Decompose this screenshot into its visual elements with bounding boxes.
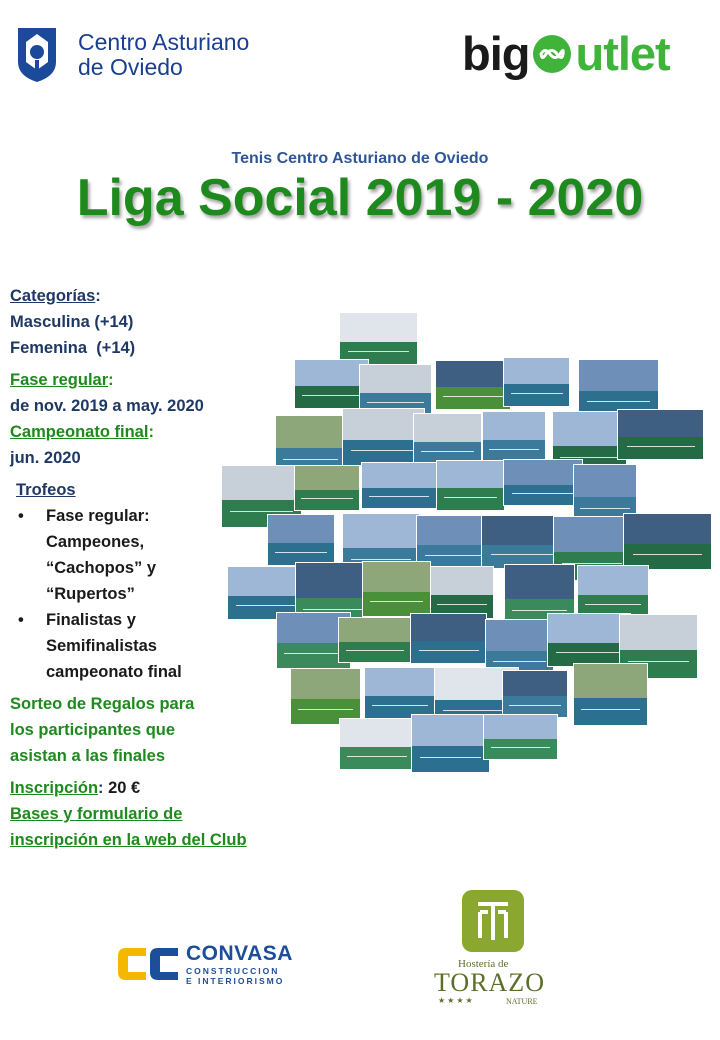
- torazo-name: TORAZO: [434, 968, 545, 997]
- bigoutlet-wordmark: big utlet: [462, 27, 670, 80]
- bullet-icon: •: [18, 611, 24, 629]
- collage-photo: [503, 357, 570, 407]
- photo-collage: [205, 310, 710, 780]
- collage-photo: [338, 617, 412, 663]
- campeonato-heading: Campeonato final:: [10, 423, 154, 441]
- torazo-emblem-icon: [458, 886, 528, 956]
- collage-photo: [436, 460, 505, 511]
- collage-photo: [435, 360, 511, 410]
- collage-photo: [573, 663, 648, 726]
- collage-photo: [410, 613, 487, 664]
- collage-photo: [623, 513, 712, 570]
- convasa-logo: [116, 942, 316, 986]
- poster-title: Liga Social 2019 - 2020: [76, 169, 644, 227]
- categoria-femenina: Femenina (+14): [10, 339, 136, 357]
- trofeo-item-2: • Finalistas y Semifinalistas campeonato final: [10, 607, 270, 685]
- torazo-nature: NATURE: [506, 997, 538, 1006]
- collage-photo: [482, 411, 546, 464]
- fase-regular-dates: de nov. 2019 a may. 2020: [10, 397, 204, 415]
- collage-photo: [339, 312, 418, 366]
- collage-photo: [361, 462, 437, 509]
- fase-regular-heading: Fase regular:: [10, 371, 114, 389]
- torazo-subtitle: Hostería de: [458, 958, 509, 970]
- inscripcion-line: Inscripción: 20 €: [10, 779, 141, 797]
- poster-subtitle: Tenis Centro Asturiano de Oviedo: [231, 150, 489, 167]
- torazo-stars: ★★★★: [438, 996, 475, 1005]
- collage-photo: [290, 668, 361, 725]
- collage-photo: [294, 465, 360, 511]
- collage-photo: [502, 670, 568, 718]
- club-emblem-icon: [14, 22, 60, 82]
- campeonato-date: jun. 2020: [10, 449, 81, 467]
- trofeos-heading: Trofeos: [16, 481, 76, 499]
- collage-photo: [617, 409, 704, 460]
- collage-photo: [411, 714, 490, 773]
- convasa-subtitle: CONSTRUCCION E INTERIORISMO: [186, 966, 285, 986]
- collage-photo: [503, 459, 583, 506]
- collage-photo: [294, 359, 369, 409]
- collage-photo: [577, 565, 649, 619]
- infinity-icon: [529, 34, 575, 74]
- torazo-logo: [432, 886, 554, 1010]
- collage-photo: [483, 714, 558, 760]
- collage-photo: [364, 667, 436, 719]
- categoria-masculina: Masculina (+14): [10, 313, 134, 331]
- bullet-icon: •: [18, 507, 24, 525]
- sorteo-text: Sorteo de Regalos para los participantes que asistan a las finales: [10, 695, 195, 765]
- collage-photo: [267, 514, 335, 566]
- club-logo-text: Centro Asturiano de Oviedo: [78, 29, 250, 80]
- categorias-heading: Categorías:: [10, 287, 101, 305]
- collage-photo: [362, 561, 431, 617]
- collage-photo: [413, 413, 482, 466]
- bases-link[interactable]: Bases y formulario de inscripción en la web del Club: [10, 805, 247, 849]
- bigoutlet-logo: [462, 26, 712, 88]
- trofeo-item-1: • Fase regular: Campeones, “Cachopos” y “Rupertos”: [10, 503, 270, 607]
- collage-photo: [339, 718, 415, 770]
- convasa-emblem-icon: [116, 944, 180, 984]
- convasa-name: CONVASA: [186, 942, 293, 965]
- centro-asturiano-logo: [14, 22, 314, 84]
- collage-photo: [430, 566, 494, 619]
